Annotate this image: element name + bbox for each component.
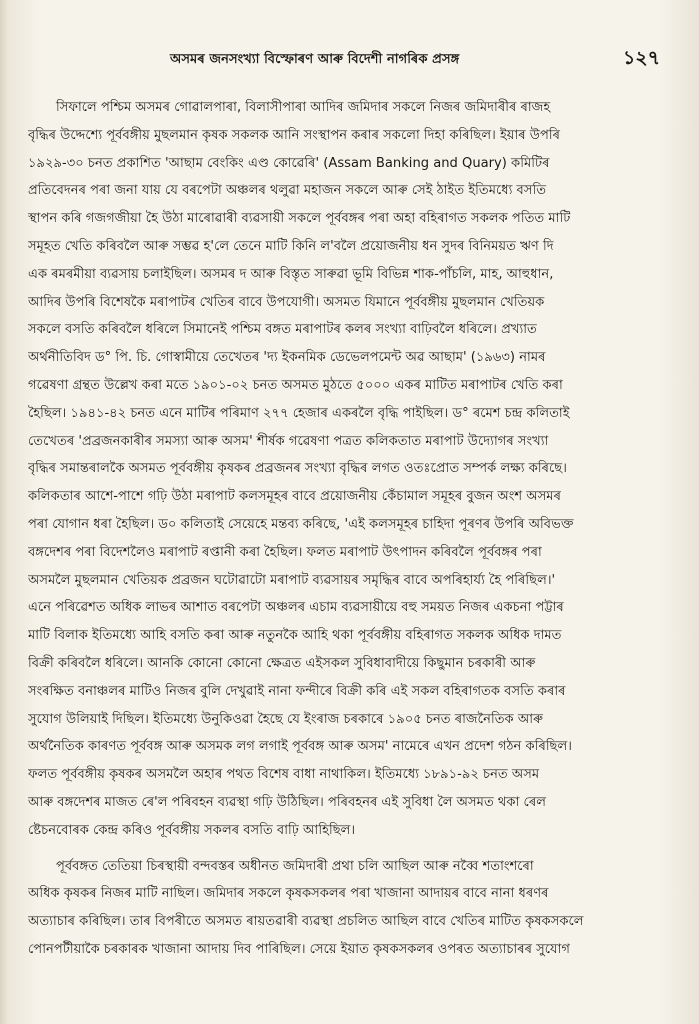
text-line: স্থাপন কৰি গজগজীয়া হৈ উঠা মাৰোৱাৰী ব্যৱসায়ী সকলে পূৰ্ববঙ্গৰ পৰা অহা বহিৰাগত সকলক পতিত মাটি bbox=[28, 211, 571, 227]
text-line: বৃদ্ধিৰ সমান্তৰালকৈ অসমত পূৰ্ববঙ্গীয় কৃষকৰ প্ৰব্ৰজনৰ সংখ্যা বৃদ্ধিৰ লগত ওতঃপ্ৰোত সম্পৰ্ক লক্ষ্য কৰিছে। bbox=[28, 461, 567, 477]
text-line: আৰু বঙ্গদেশৰ মাজত ৰে'ল পৰিবহন ব্যৱস্থা গঢ়ি উঠিছিল। পৰিবহনৰ এই সুবিধা লৈ অসমত থকা ৰেল bbox=[28, 794, 546, 810]
text-line: সংৰক্ষিত বনাঞ্চলৰ মাটিও নিজৰ বুলি দেখুৱাই নানা ফন্দীৰে বিক্ৰী কৰি এই সকল বহিৰাগতক বসতি কৰাৰ bbox=[28, 683, 566, 699]
text-line: হৈছিল। ১৯৪১-৪২ চনত এনে মাটিৰ পৰিমাণ ২৭৭ হেজাৰ একৰলৈ বৃদ্ধি পাইছিল। ড° ৰমেশ চন্দ্ৰ কলিতাই bbox=[28, 405, 570, 421]
text-line: বঙ্গদেশৰ পৰা বিদেশলৈও মৰাপাট ৰপ্তানী কৰা হৈছিল। ফলত মৰাপাট উৎপাদন কৰিবলৈ পূৰ্ববঙ্গৰ পৰা bbox=[28, 544, 542, 560]
text-line: সকলে বসতি কৰিবলৈ ধৰিলে সিমানেই পশ্চিম বঙ্গত মৰাপাটৰ কলৰ সংখ্যা বাঢ়িবলৈ ধৰিলে। প্ৰখ্যাত bbox=[28, 322, 537, 338]
text-line: সমূহত খেতি কৰিবলৈ আৰু সম্ভৱ হ'লে তেনে মাটি কিনি ল'বলৈ প্ৰয়োজনীয় ধন সুদৰ বিনিময়ত ঋণ দি bbox=[28, 238, 554, 254]
text-line: সুযোগ উলিয়াই দিছিল। ইতিমধ্যে উনুকিওৱা হৈছে যে ইংৰাজ চৰকাৰে ১৯০৫ চনত ৰাজনৈতিক আৰু bbox=[28, 711, 543, 727]
text-line: পৰা যোগান ধৰা হৈছিল। ড০ কলিতাই সেয়েহে মন্তব্য কৰিছে, 'এই কলসমূহৰ চাহিদা পূৰণৰ উপৰি অবিভক্ত bbox=[28, 516, 574, 532]
text-line: অৰ্থনৈতিক কাৰণত পূৰ্ববঙ্গ আৰু অসমক লগ লগাই পূৰ্ববঙ্গ আৰু অসম' নামেৰে এখন প্ৰদেশ গঠন কৰিছিল। bbox=[28, 739, 572, 755]
text-line: সিফালে পশ্চিম অসমৰ গোৱালপাৰা, বিলাসীপাৰা আদিৰ জমিদাৰ সকলে নিজৰ জমিদাৰীৰ ৰাজহ bbox=[56, 100, 551, 115]
text-line: গৱেষণা গ্ৰন্থত উল্লেখ কৰা মতে ১৯০১-০২ চনত অসমত মুঠতে ৫০০০ একৰ মাটিত মৰাপাটৰ খেতি কৰা bbox=[28, 377, 563, 393]
paragraph bbox=[28, 94, 674, 845]
text-line: এনে পৰিৱেশত অধিক লাভৰ আশাত বৰপেটা অঞ্চলৰ এচাম ব্যৱসায়ীয়ে বহু সময়ত নিজৰ একচনা পট্টাৰ bbox=[28, 600, 564, 616]
text-line: মাটি বিলাক ইতিমধ্যে আহি বসতি কৰা আৰু নতুনকৈ আহি থকা পূৰ্ববঙ্গীয় বহিৰাগত সকলক অধিক দামত bbox=[28, 628, 562, 644]
running-head: অসমৰ জনসংখ্যা বিস্ফোৰণ আৰু বিদেশী নাগৰিক প্ৰসঙ্গ bbox=[170, 52, 460, 67]
text-line: অসমলৈ মুছলমান খেতিয়ক প্ৰব্ৰজন ঘটোৱাটো মৰাপাট ব্যৱসায়ৰ সমৃদ্ধিৰ বাবে অপৰিহাৰ্য্য হৈ পৰিছিল।' bbox=[28, 572, 556, 588]
text-line: কলিকতাৰ আশে-পাশে গঢ়ি উঠা মৰাপাট কলসমূহৰ বাবে প্ৰয়োজনীয় কেঁচামাল সমূহৰ বুজন অংশ অসমৰ bbox=[28, 489, 561, 505]
body-text bbox=[28, 94, 674, 964]
text-line: পূৰ্ববঙ্গত তেতিয়া চিৰস্থায়ী বন্দবস্তৰ অধীনত জমিদাৰী প্ৰথা চলি আছিল আৰু নব্বৈ শতাংশৰো bbox=[56, 858, 534, 874]
text-line: এক ৰমৰমীয়া ব্যৱসায় চলাইছিল। অসমৰ দ আৰু বিস্তৃত সাৰুৱা ভূমি বিভিন্ন শাক-পাঁচলি, মাহ, আহুধান, bbox=[28, 266, 554, 282]
text-line: ফলত পূৰ্ববঙ্গীয় কৃষকৰ অসমলৈ অহাৰ পথত বিশেষ বাধা নাথাকিল। ইতিমধ্যে ১৮৯১-৯২ চনত অসম bbox=[28, 767, 540, 783]
text-line: আদিৰ উপৰি বিশেষকৈ মৰাপাটৰ খেতিৰ বাবে উপযোগী। অসমত যিমানে পূৰ্ববঙ্গীয় মুছলমান খেতিয়ক bbox=[28, 294, 545, 310]
text-line: বিক্ৰী কৰিবলৈ ধৰিলে। আনকি কোনো কোনো ক্ষেত্ৰত এইসকল সুবিধাবাদীয়ে কিছুমান চৰকাৰী আৰু bbox=[28, 655, 536, 671]
text-line: ১৯২৯-৩০ চনত প্ৰকাশিত 'আছাম বেংকিং এণ্ড কোৱেৰি' (Assam Banking and Quary) কমিটিৰ bbox=[28, 155, 550, 171]
text-line: ষ্টেচনবোৰক কেন্দ্ৰ কৰিও পূৰ্ববঙ্গীয় সকলৰ বসতি বাঢ়ি আহিছিল। bbox=[28, 822, 356, 838]
page-header bbox=[170, 44, 660, 72]
text-line: তেখেতৰ 'প্ৰব্ৰজনকাৰীৰ সমস্যা আৰু অসম' শীৰ্ষক গৱেষণা পত্ৰত কলিকতাত মৰাপাট উদ্যোগৰ সংখ্যা bbox=[28, 433, 549, 449]
text-line: প্ৰতিবেদনৰ পৰা জনা যায় যে বৰপেটা অঞ্চলৰ থলুৱা মহাজন সকলে আৰু সেই ঠাইত ইতিমধ্যে বসতি bbox=[28, 183, 547, 199]
text-line: অত্যাচাৰ কৰিছিল। তাৰ বিপৰীতে অসমত ৰায়তৱাৰী ব্যৱস্থা প্ৰচলিত আছিল বাবে খেতিৰ মাটিত কৃষকসকলে bbox=[28, 914, 584, 930]
page-number: ১২৭ bbox=[622, 47, 660, 69]
text-line: পোনপটীয়াকৈ চৰকাৰক খাজানা আদায় দিব পাৰিছিল। সেয়ে ইয়াত কৃষকসকলৰ ওপৰত অত্যাচাৰৰ সুযোগ bbox=[28, 941, 570, 957]
text-line: অৰ্থনীতিবিদ ড° পি. চি. গোস্বামীয়ে তেখেতৰ 'দ্য ইকনমিক ডেভেলপমেন্ট অৱ আছাম' (১৯৬৩) নামৰ bbox=[28, 350, 546, 366]
text-line: বৃদ্ধিৰ উদ্দেশ্যে পূৰ্ববঙ্গীয় মুছলমান কৃষক সকলক আনি সংস্থাপন কৰাৰ সকলো দিহা কৰিছিল। ইয়াৰ উপৰি bbox=[28, 127, 561, 143]
text-line: অধিক কৃষকৰ নিজৰ মাটি নাছিল। জমিদাৰ সকলে কৃষকসকলৰ পৰা খাজানা আদায়ৰ বাবে নানা ধৰণৰ bbox=[28, 886, 549, 902]
paragraph bbox=[28, 853, 674, 964]
